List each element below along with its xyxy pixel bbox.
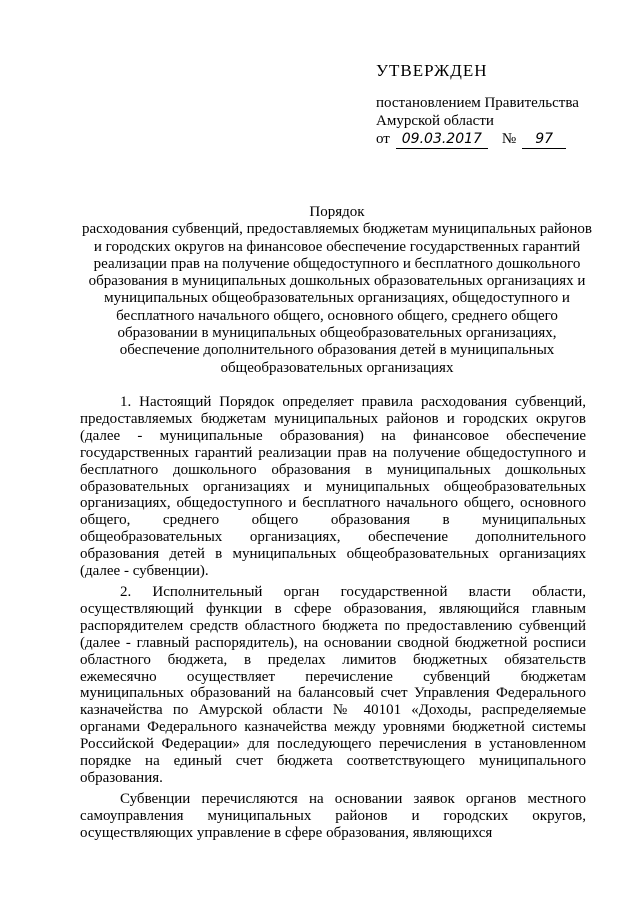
document-body (80, 394, 586, 846)
document-title (80, 204, 594, 377)
number-label: № (501, 131, 517, 147)
handwritten-number: 97 (522, 130, 566, 149)
approval-date-number-line (376, 130, 616, 149)
approval-line-region: Амурской области (376, 113, 494, 129)
document-subtitle: расходования субвенций, предоставляемых бюджетам муниципальных районов и городских округов на финансовое обеспечение государственных гарантий реализации прав на получение общедоступного и бесплатного дошкольного образования в муниципальных дошкольных образовательных организациях и муниципальных общеобразовательных организациях, общедоступного и бесплатного начального общего, основного общего, среднего общего образовании в муниципальных общеобразовательных организациях, обеспечение дополнительного образования детей в муниципальных общеобразовательных организациях (81, 221, 592, 376)
paragraph-2: 2. Исполнительный орган государственной власти области, осуществляющий функции в сфере образования, являющийся главным распорядителем средств областного бюджета по предоставлению субвенций (далее - главный распорядитель), на основании сводной бюджетной росписи областного бюджета, в пределах лимитов бюджетных обязательств ежемесячно осуществляет перечисление субвенций бюджетам муниципальных образований на балансовый счет Управления Федерального казначейства по Амурской области № 40101 «Доходы, распределяемые органами Федерального казначейства между уровнями бюджетной системы Российской Федерации» для последующего перечисления в установленном порядке на единый счет бюджета соответствующего муниципального образования. (80, 583, 586, 786)
paragraph-1: 1. Настоящий Порядок определяет правила расходования субвенций, предоставляемых бюджетам муниципальных районов и городских округов (далее - муниципальные образования) на финансовое обеспечение государственных гарантий реализации прав на получение общедоступного и бесплатного дошкольного образования в муниципальных дошкольных образовательных организациях и муниципальных общеобразовательных организациях, общедоступного и бесплатного начального общего, основного общего, среднего общего образования в муниципальных общеобразовательных организациях, обеспечение дополнительного образования детей в муниципальных общеобразовательных организациях (далее - субвенции). (80, 394, 586, 580)
document-heading: Порядок (309, 204, 365, 220)
date-label: от (376, 131, 390, 147)
approval-line-decree: постановлением Правительства (376, 95, 579, 111)
paragraph-3: Субвенции перечисляются на основании заявок органов местного самоуправления муниципальных районов и городских округов, осуществляющих управление в сфере образования, являющихся (80, 790, 586, 841)
handwritten-date: 09.03.2017 (396, 130, 488, 149)
approval-stamp-block (376, 60, 616, 149)
approved-title: УТВЕРЖДЕН (376, 61, 488, 80)
